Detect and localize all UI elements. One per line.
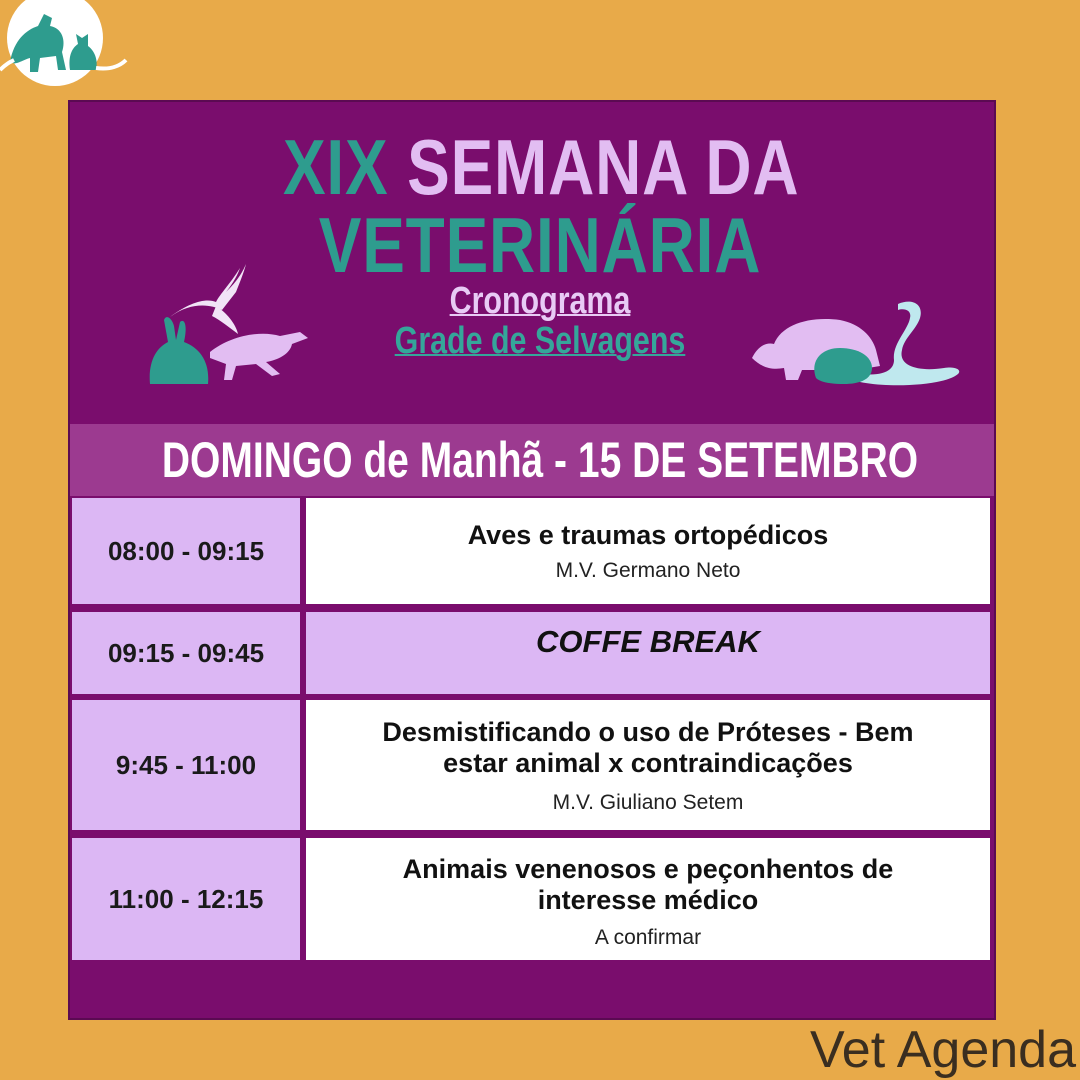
- brand-watermark: Vet Agenda: [809, 1021, 1076, 1079]
- coffee-break-label: COFFE BREAK: [536, 624, 760, 659]
- session-title-line-1: Animais venenosos e peçonhentos de: [402, 854, 894, 884]
- schedule-row: [72, 700, 992, 830]
- time-slot: 08:00 - 09:15: [72, 498, 300, 604]
- day-banner: DOMINGO de Manhã - 15 DE SETEMBRO: [161, 432, 919, 488]
- wild-animals-left-icon: [140, 262, 320, 392]
- wild-animals-right-icon: [748, 298, 963, 388]
- session-title-line-2: estar animal x contraindicações: [443, 748, 853, 778]
- schedule-row: [72, 612, 992, 694]
- time-slot: 11:00 - 12:15: [72, 838, 300, 960]
- session-cell: [306, 838, 990, 960]
- session-cell: [306, 700, 990, 830]
- rabbit-icon: [150, 317, 209, 384]
- session-cell: [306, 612, 990, 694]
- title-part-2: SEMANA DA: [407, 123, 798, 211]
- iguana-icon: [210, 332, 308, 380]
- schedule-row: [72, 838, 992, 960]
- subtitle-line-1: Cronograma: [449, 280, 631, 322]
- session-speaker: M.V. Giuliano Setem: [552, 791, 744, 814]
- session-title-line-2: interesse médico: [537, 885, 759, 915]
- time-slot: 09:15 - 09:45: [72, 612, 300, 694]
- session-speaker: M.V. Germano Neto: [555, 559, 741, 582]
- time-slot: 9:45 - 11:00: [72, 700, 300, 830]
- dog-cat-logo-icon: [0, 0, 130, 90]
- session-speaker: A confirmar: [594, 926, 702, 949]
- subtitle-line-2: Grade de Selvagens: [394, 319, 686, 362]
- schedule-subtitle: [330, 282, 750, 362]
- schedule-row: [72, 498, 992, 604]
- event-title: [97, 123, 983, 289]
- session-cell: [306, 498, 990, 604]
- title-part-1: XIX: [282, 123, 389, 211]
- session-title-line-1: Desmistificando o uso de Próteses - Bem: [382, 717, 914, 747]
- session-title: Aves e traumas ortopédicos: [467, 520, 829, 550]
- title-part-3: VETERINÁRIA: [318, 201, 762, 289]
- snake-icon: [860, 302, 959, 386]
